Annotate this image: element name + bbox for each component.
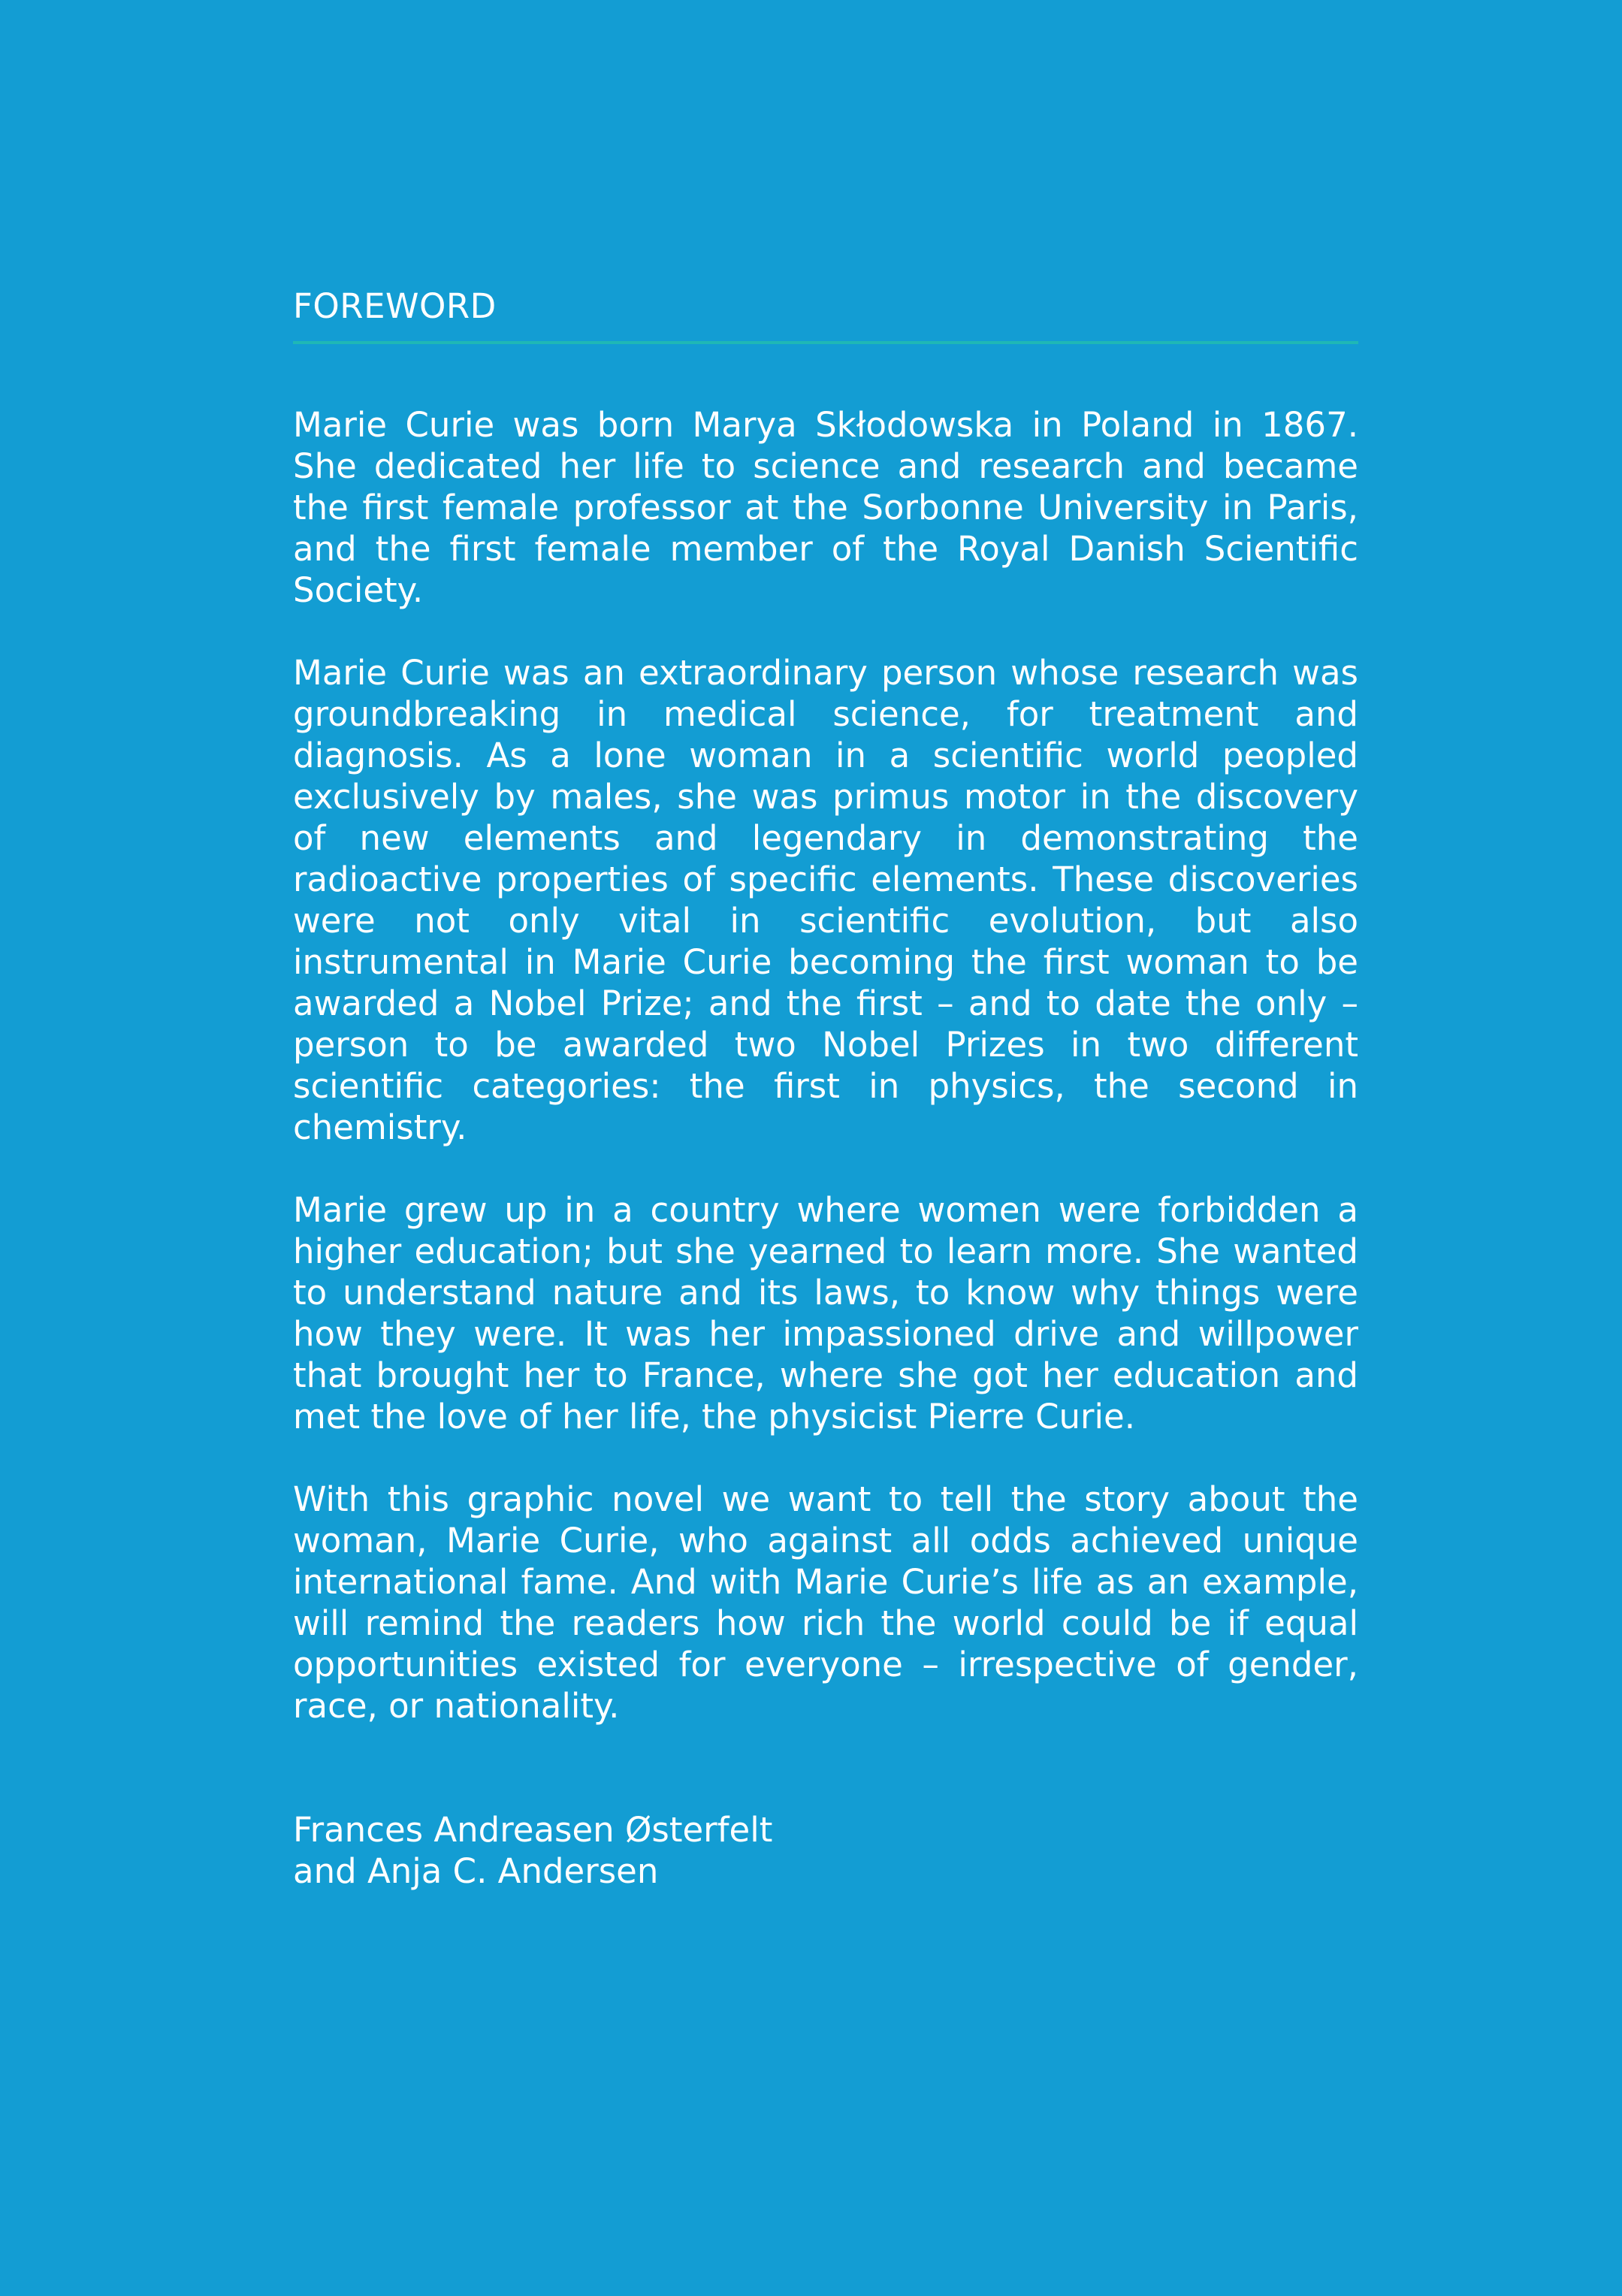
paragraph-4: With this graphic novel we want to tell the story about the woman, Marie Curie, who against all odds achieved unique international fame. And with Marie Curie’s life as an example, will remind the readers how rich the world could be if equal opportunities existed for everyone – irrespective of gender, race, or nationality. — [293, 1479, 1358, 1726]
author-signature — [293, 1809, 1358, 1892]
author-line-1: Frances Andreasen Østerfelt — [293, 1810, 773, 1850]
heading-divider — [293, 341, 1358, 344]
paragraph-1: Marie Curie was born Marya Skłodowska in Poland in 1867. She dedicated her life to science and research and became the first female professor at the Sorbonne University in Paris, and the first female member of the Royal Danish Scientific Society. — [293, 405, 1358, 610]
foreword-body — [293, 404, 1358, 1727]
foreword-page — [293, 287, 1358, 1892]
page-title: FOREWORD — [293, 286, 497, 326]
paragraph-3: Marie grew up in a country where women were forbidden a higher education; but she yearned to learn more. She wanted to understand nature and its laws, to know why things were how they were. It was her impassioned drive and willpower that brought her to France, where she got her education and met the love of her life, the physicist Pierre Curie. — [293, 1190, 1358, 1437]
author-line-2: and Anja C. Andersen — [293, 1851, 659, 1891]
paragraph-2: Marie Curie was an extraordinary person whose research was groundbreaking in medical science, for treatment and diagnosis. As a lone woman in a scientific world peopled exclusively by males, she was primus motor in the discovery of new elements and legendary in demonstrating the radioactive properties of specific elements. These discoveries were not only vital in scientific evolution, but also instrumental in Marie Curie becoming the first woman to be awarded a Nobel Prize; and the first – and to date the only – person to be awarded two Nobel Prizes in two different scientific categories: the first in physics, the second in chemistry. — [293, 653, 1358, 1147]
